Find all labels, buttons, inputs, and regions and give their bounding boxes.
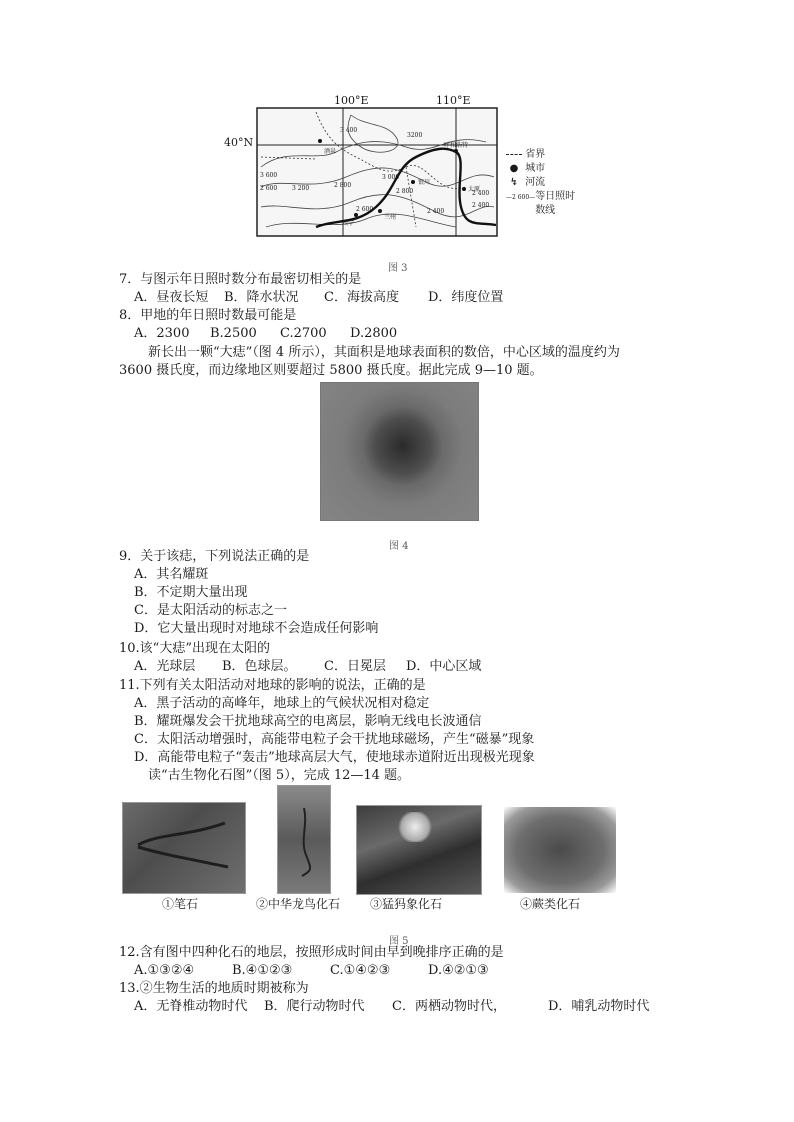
lon-100-label: 100°E — [334, 94, 369, 107]
question-11-stem: 11.下列有关太阳活动对地球的影响的说法，正确的是 — [119, 678, 426, 693]
option: D．哺乳动物时代 — [548, 999, 650, 1014]
contour-label: 3 600 — [260, 172, 278, 179]
contour-label: 3200 — [407, 132, 423, 139]
city-label: 兰州 — [384, 214, 397, 221]
contour-label: 3 400 — [340, 127, 358, 134]
passage-fossil: 读“古生物化石图”（图 5），完成 12—14 题。 — [148, 768, 411, 783]
contour-label: 2 600 — [356, 206, 374, 213]
option: B．降水状况 — [224, 290, 299, 305]
option: C．海拔高度 — [324, 290, 399, 305]
contour-label: 2 400 — [427, 208, 445, 215]
legend-item: —2 600—等日照时数线 — [506, 191, 576, 216]
legend-item: ● 城市 — [506, 162, 596, 176]
question-9-stem: 9．关于该痣，下列说法正确的是 — [119, 549, 310, 564]
city-label: 呼和浩特 — [444, 142, 469, 149]
option: C．日冕层 — [324, 659, 386, 674]
legend-item: ↯ 河流 — [506, 176, 596, 190]
question-11-option-b: B．耀斑爆发会干扰地球高空的电离层，影响无线电长波通信 — [134, 714, 482, 729]
contour-label: 2 800 — [334, 182, 352, 189]
option: C.①④②③ — [330, 963, 391, 978]
question-11-option-a: A．黑子活动的高峰年，地球上的气候状况相对稳定 — [134, 696, 430, 711]
contour-label: 2 600 — [260, 185, 278, 192]
option: B.2500 — [210, 326, 257, 341]
question-7-options — [134, 290, 503, 306]
contour-icon: —2 600— — [506, 194, 536, 201]
figure-3-map — [222, 90, 592, 250]
option: A．昼夜长短 — [134, 290, 209, 305]
option: D.④②①③ — [428, 963, 489, 978]
mammoth-highlight — [398, 812, 432, 842]
option: B.④①②③ — [232, 963, 293, 978]
figure-4-sunspot-photo — [320, 382, 479, 521]
question-13-stem: 13.②生物生活的地质时期被称为 — [119, 981, 309, 996]
fossil-label-3: ③猛犸象化石 — [370, 897, 443, 911]
graptolite-shape — [130, 815, 236, 877]
river-icon: ↯ — [509, 177, 519, 188]
option: D.2800 — [350, 326, 398, 341]
contour-label: 2 400 — [472, 202, 490, 209]
question-13-options — [134, 999, 649, 1015]
question-8-stem: 8．甲地的年日照时数最可能是 — [119, 308, 297, 323]
lon-110-label: 110°E — [436, 94, 471, 107]
map-frame — [256, 107, 498, 237]
fossil-photo-fern — [503, 806, 617, 894]
fossil-label-2: ②中华龙鸟化石 — [256, 897, 341, 911]
sinosauropteryx-shape — [282, 800, 326, 880]
passage-sunspot-line2: 3600 摄氏度，而边缘地区则要超过 5800 摄氏度。据此完成 9—10 题。 — [119, 363, 543, 378]
option: A．2300 — [134, 326, 190, 341]
question-7-stem: 7．与图示年日照时数分布最密切相关的是 — [119, 272, 362, 287]
question-12-stem: 12.含有图中四种化石的地层，按照形成时间由早到晚排序正确的是 — [119, 945, 504, 960]
figure-3-caption: 图 3 — [388, 263, 408, 274]
question-12-options — [134, 963, 489, 979]
city-label: 西宁 — [342, 220, 355, 227]
dashed-line-icon — [506, 154, 522, 155]
option: C.2700 — [280, 326, 327, 341]
legend-item: 省界 — [506, 148, 596, 162]
option: A.①③②④ — [134, 963, 195, 978]
map-legend — [506, 148, 596, 218]
option: D．中心区域 — [406, 659, 482, 674]
dot-icon: ● — [509, 163, 519, 174]
contour-label: 3 200 — [292, 185, 310, 192]
question-11-option-d: D．高能带电粒子“轰击”地球高层大气，使地球赤道附近出现极光现象 — [134, 750, 535, 765]
option: A．无脊椎动物时代 — [134, 999, 248, 1014]
fossil-label-1: ①笔石 — [162, 897, 199, 911]
city-label: 太原 — [468, 186, 481, 193]
option: B．爬行动物时代 — [264, 999, 365, 1014]
question-9-option-b: B．不定期大量出现 — [134, 585, 248, 600]
question-10-options — [134, 659, 481, 675]
question-9-option-d: D．它大量出现时对地球不会造成任何影响 — [134, 621, 379, 636]
question-11-option-c: C．太阳活动增强时，高能带电粒子会干扰地球磁场，产生“磁暴”现象 — [134, 732, 535, 747]
contour-label: 2 800 — [396, 188, 414, 195]
option: D．纬度位置 — [428, 290, 504, 305]
question-8-options — [134, 326, 397, 342]
passage-sunspot-line1: 新长出一颗“大痣”（图 4 所示），其面积是地球表面积的数倍，中心区域的温度约为 — [148, 345, 620, 360]
city-label: 银川 — [418, 179, 431, 186]
contour-label: 2 400 — [472, 190, 490, 197]
figure-4-caption: 图 4 — [389, 541, 409, 552]
question-10-stem: 10.该“大痣”出现在太阳的 — [119, 641, 270, 656]
city-label: 酒泉 — [324, 148, 337, 155]
figure-5-caption: 图 5 — [389, 936, 409, 947]
question-9-option-a: A．其名耀斑 — [134, 567, 209, 582]
option: C．两栖动物时代， — [392, 999, 506, 1014]
option: B．色球层。 — [222, 659, 297, 674]
lat-40-label: 40°N — [224, 136, 254, 149]
question-9-option-c: C．是太阳活动的标志之一 — [134, 603, 287, 618]
contour-label: 3 000 — [382, 174, 400, 181]
fossil-label-4: ④蕨类化石 — [520, 897, 581, 911]
option: A．光球层 — [134, 659, 196, 674]
